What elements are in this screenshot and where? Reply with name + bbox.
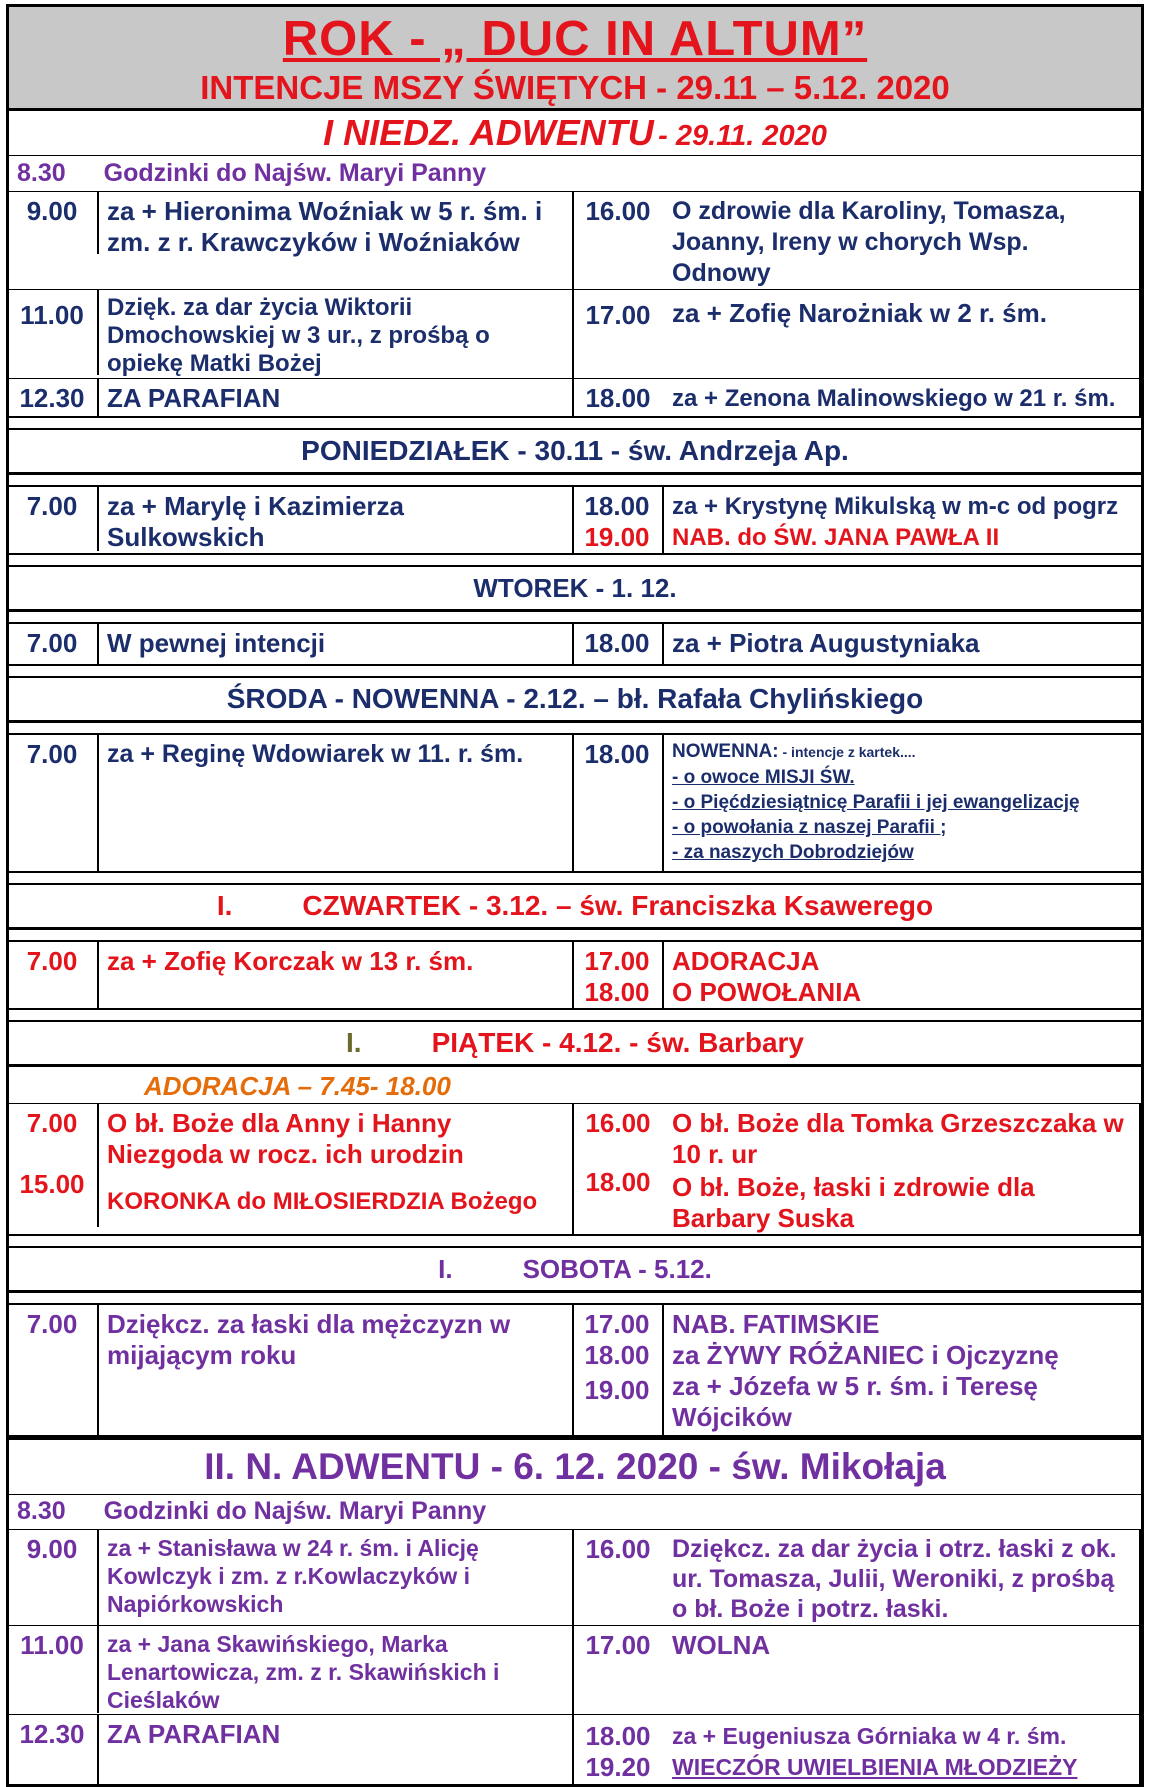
time-cell: 18.00 [574, 378, 664, 416]
saturday-grid [9, 1305, 1141, 1437]
intention-cell: O zdrowie dla Karoliny, Tomasza, Joanny, Ireny w chorych Wsp. Odnowy [664, 191, 1141, 289]
time-cell: 12.30 [9, 1714, 99, 1784]
friday-heading: I. PIĄTEK - 4.12. - św. Barbary [9, 1022, 1141, 1067]
time-cell: 18.00 [574, 735, 664, 871]
intention-cell: W pewnej intencji [99, 624, 574, 664]
wednesday-grid [9, 735, 1141, 873]
intention-cell: WOLNA [664, 1625, 1141, 1714]
intention-cell: ZA PARAFIAN [99, 378, 574, 416]
monday-grid [9, 487, 1141, 555]
time-cell: 7.00 [9, 624, 99, 664]
nowenna-line: - o Pięćdziesiątnicę Parafii i jej ewangelizację [672, 792, 1080, 813]
sunday1-grid [9, 155, 1141, 418]
time-cell: 16.00 18.00 [574, 1103, 664, 1234]
intention-cell: NAB. FATIMSKIE za ŻYWY RÓŻANIEC i Ojczyznę za + Józefa w 5 r. śm. i Teresę Wójcików [672, 1309, 1059, 1432]
time-cell: 18.00 19.20 [574, 1714, 664, 1784]
sunday2-grid [9, 1494, 1141, 1784]
thursday-grid [9, 942, 1141, 1010]
sunday1-heading [9, 111, 1141, 155]
time-cell: 16.00 [574, 191, 664, 289]
time-cell: 17.00 18.00 19.00 [574, 1305, 664, 1435]
intention-cell: Dziękcz. za łaski dla mężczyzn w mijającym roku [99, 1305, 574, 1435]
friday-grid [9, 1067, 1141, 1236]
intention-cell: Dzięk. za dar życia Wiktorii Dmochowskiej w 3 ur., z prośbą o opiekę Matki Bożej [99, 289, 574, 378]
intention-cell: za + Piotra Augustyniaka [672, 628, 980, 658]
time-cell: 7.00 [9, 735, 99, 871]
nowenna-line: - za naszych Dobrodziejów [672, 842, 914, 863]
intention-cell: za + Zofię Narożniak w 2 r. śm. [664, 289, 1141, 378]
time-cell: 7.00 [9, 1305, 99, 1435]
intention-cell: za + Zofię Korczak w 13 r. śm. [99, 942, 574, 1008]
saturday-heading: I. SOBOTA - 5.12. [9, 1248, 1141, 1293]
sunday1-godzinki: 8.30 Godzinki do Najśw. Maryi Panny [9, 155, 1141, 191]
header [9, 7, 1141, 111]
time-cell: 9.00 [9, 191, 99, 254]
intention-cell: za + Hieronima Woźniak w 5 r. śm. i zm. z r. Krawczyków i Woźniaków [99, 191, 574, 289]
tuesday-heading: WTOREK - 1. 12. [9, 567, 1141, 612]
time-cell: 18.00 19.00 [574, 487, 664, 553]
monday-heading: PONIEDZIAŁEK - 30.11 - św. Andrzeja Ap. [9, 430, 1141, 475]
time-cell: 12.30 [9, 378, 99, 416]
intention-cell: Dziękcz. za dar życia i otrz. łaski z ok. ur. Tomasza, Julii, Weroniki, z prośbą o bł. Boże i potrz. łaski. [664, 1529, 1141, 1625]
time-cell: 11.00 [9, 289, 99, 375]
page-subtitle: INTENCJE MSZY ŚWIĘTYCH - 29.11 – 5.12. 2020 [200, 69, 950, 106]
time-cell: 17.00 18.00 [574, 942, 664, 1008]
time-cell: 7.00 [9, 487, 99, 551]
time-cell: 7.00 [9, 942, 99, 1008]
intention-cell: O bł. Boże dla Anny i Hanny Niezgoda w rocz. ich urodzin KORONKA do MIŁOSIERDZIA Bożego [99, 1103, 574, 1234]
time-cell: 9.00 [9, 1529, 99, 1625]
friday-adoracja: ADORACJA – 7.45- 18.00 [144, 1071, 451, 1101]
intention-cell: za + Marylę i Kazimierza Sulkowskich [99, 487, 574, 553]
time-cell: 17.00 [574, 1625, 664, 1714]
sunday1-date: - 29.11. 2020 [658, 120, 827, 152]
intention-cell: za + Stanisława w 24 r. śm. i Alicję Kowlczyk i zm. z r.Kowlaczyków i Napiórkowskich [99, 1529, 574, 1625]
page-title: ROK - „ DUC IN ALTUM” [282, 12, 868, 66]
sunday2-godzinki: 8.30 Godzinki do Najśw. Maryi Panny [9, 1494, 1141, 1529]
nowenna-line: - o owoce MISJI ŚW. [672, 767, 855, 788]
wednesday-heading: ŚRODA - NOWENNA - 2.12. – bł. Rafała Chylińskiego [9, 678, 1141, 723]
intention-cell: ADORACJA O POWOŁANIA [672, 946, 862, 1007]
thursday-heading: I. CZWARTEK - 3.12. – św. Franciszka Ksawerego [9, 885, 1141, 930]
intention-cell: za + Eugeniusza Górniaka w 4 r. śm. WIECZÓR UWIELBIENIA MŁODZIEŻY [664, 1714, 1141, 1784]
intention-cell: za + Zenona Malinowskiego w 21 r. śm. [664, 378, 1141, 416]
intention-cell: ZA PARAFIAN [99, 1714, 574, 1784]
sunday2-heading: II. N. ADWENTU - 6. 12. 2020 - św. Mikołaja [9, 1437, 1141, 1494]
schedule-sheet [6, 4, 1144, 1787]
intention-cell: za + Reginę Wdowiarek w 11. r. śm. [99, 735, 574, 871]
nowenna-line: - o powołania z naszej Parafii ; [672, 817, 947, 838]
intention-cell: za + Krystynę Mikulską w m-c od pogrz NAB. do ŚW. JANA PAWŁA II [672, 493, 1119, 551]
time-cell: 11.00 [9, 1625, 99, 1713]
nowenna-cell: NOWENNA: - intencje z kartek.... - o owoce MISJI ŚW. - o Pięćdziesiątnicę Parafii i jej ewangelizację - o powołania z naszej Parafii ; - za naszych Dobrodziejów [664, 735, 1141, 871]
time-cell: 18.00 [574, 624, 664, 664]
sunday1-title: I NIEDZ. ADWENTU [323, 112, 654, 153]
tuesday-grid [9, 624, 1141, 666]
time-cell: 16.00 [574, 1529, 664, 1625]
time-cell: 7.00 15.00 [9, 1103, 99, 1227]
time-cell: 17.00 [574, 289, 664, 378]
intention-cell: za + Jana Skawińskiego, Marka Lenartowicza, zm. z r. Skawińskich i Cieślaków [99, 1625, 574, 1714]
intention-cell: O bł. Boże dla Tomka Grzeszczaka w 10 r. ur O bł. Boże, łaski i zdrowie dla Barbary Suska [664, 1103, 1141, 1234]
